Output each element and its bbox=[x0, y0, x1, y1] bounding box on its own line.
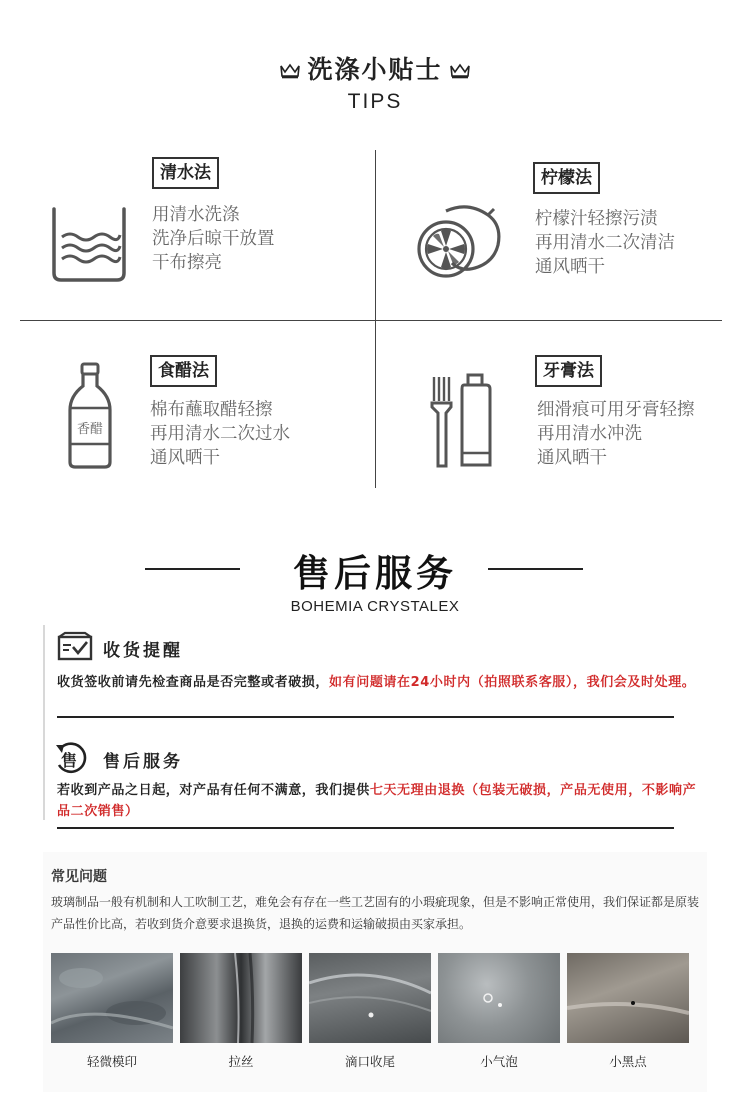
faq-body: 玻璃制品一般有机制和人工吹制工艺，难免会有存在一些工艺固有的小瑕疵现象，但是不影响正常使用，我们保证都是原装产品性价比高，若收到货介意要求退换货，退换的运费和运输破损由买家承担。 bbox=[51, 895, 700, 931]
after-sales-text: 若收到产品之日起，对产品有任何不满意，我们提供七天无理由退换（包装无破损，产品无使用，不影响产品二次销售） bbox=[57, 783, 697, 819]
faq-photo-drawn-line bbox=[180, 953, 302, 1043]
method-text-lemon: 柠檬汁轻擦污渍 再用清水二次清洁 通风晒干 bbox=[535, 209, 675, 277]
method-label-toothpaste: 牙膏法 bbox=[535, 355, 602, 387]
after-sales-rule bbox=[57, 827, 674, 829]
faq-title: 常见问题 bbox=[51, 869, 107, 885]
faq-caption-black-dot: 小黑点 bbox=[609, 1054, 647, 1069]
service-title: 售后服务 bbox=[293, 552, 457, 595]
method-text-toothpaste: 细滑痕可用牙膏轻擦 再用清水冲洗 通风晒干 bbox=[537, 400, 695, 468]
package-check-icon bbox=[57, 631, 93, 661]
refresh-badge-icon: 售 bbox=[53, 741, 89, 775]
faq-photo-small-bubble bbox=[438, 953, 560, 1043]
method-label-lemon: 柠檬法 bbox=[533, 162, 600, 194]
crown-icon bbox=[449, 63, 471, 79]
faq-caption-drawn-line: 拉丝 bbox=[228, 1054, 254, 1069]
after-sales-heading: 售后服务 bbox=[103, 752, 183, 772]
method-text-vinegar: 棉布蘸取醋轻擦 再用清水二次过水 通风晒干 bbox=[150, 400, 290, 468]
faq-caption-small-bubble: 小气泡 bbox=[480, 1054, 518, 1069]
method-label-vinegar: 食醋法 bbox=[150, 355, 217, 387]
receipt-heading: 收货提醒 bbox=[103, 641, 183, 661]
tips-title bbox=[0, 50, 750, 86]
faq-photo-drip-finish bbox=[309, 953, 431, 1043]
faq-caption-drip-finish: 滴口收尾 bbox=[344, 1054, 395, 1069]
receipt-rule bbox=[57, 716, 674, 718]
faq-photo-black-dot bbox=[567, 953, 689, 1043]
method-label-water: 清水法 bbox=[152, 157, 219, 189]
tips-title-text: 洗涤小贴士 bbox=[307, 55, 443, 84]
brand-name: BOHEMIA CRYSTALEX bbox=[290, 598, 460, 615]
tips-subtitle: TIPS bbox=[347, 90, 403, 113]
water-basin-icon bbox=[50, 207, 128, 283]
faq-caption-mold-mark: 轻微模印 bbox=[86, 1054, 137, 1069]
method-text-water: 用清水洗涤 洗净后晾干放置 干布擦亮 bbox=[152, 205, 275, 273]
toothbrush-toothpaste-icon bbox=[430, 373, 494, 469]
grid-divider-vertical bbox=[375, 150, 376, 488]
grid-divider-horizontal bbox=[20, 320, 722, 321]
crown-icon bbox=[279, 63, 301, 79]
faq-photo-mold-mark bbox=[51, 953, 173, 1043]
bottle-label: 香醋 bbox=[76, 422, 103, 437]
lemon-icon bbox=[416, 203, 502, 281]
service-box-edge bbox=[43, 625, 45, 820]
vinegar-bottle-icon bbox=[66, 362, 114, 470]
receipt-text: 收货签收前请先检查商品是否完整或者破损，如有问题请在24小时内（拍照联系客服），我们会及时处理。 bbox=[57, 675, 696, 690]
